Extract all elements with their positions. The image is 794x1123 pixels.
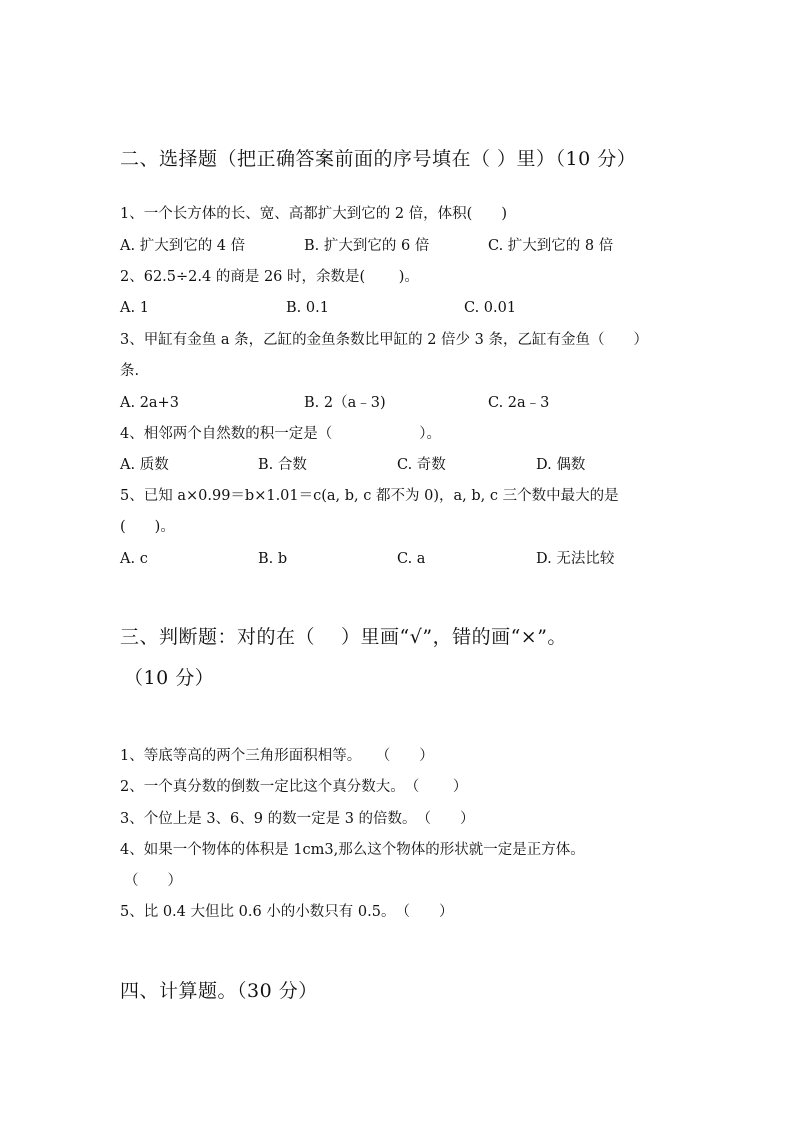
- judge-item-4: 4、如果一个物体的体积是 1cm3,那么这个物体的形状就一定是正方体。: [120, 842, 585, 858]
- option-c: C. 0.01: [464, 300, 517, 316]
- option-d: D. 偶数: [536, 457, 586, 473]
- question-2-5-options: [120, 552, 640, 567]
- question-2-2-options: [120, 301, 640, 316]
- option-c: C. 奇数: [397, 457, 446, 473]
- option-d: D. 无法比较: [536, 551, 615, 567]
- section-3-heading: 三、判断题：对的在（ ）里画“√”，错的画“×”。: [120, 626, 567, 648]
- option-c: C. a: [397, 551, 426, 567]
- section-2-heading: 二、选择题（把正确答案前面的序号填在（ ）里）（10 分）: [120, 148, 637, 170]
- judge-item-3: 3、个位上是 3、6、9 的数一定是 3 的倍数。 （ ）: [120, 811, 475, 827]
- option-b: B. 0.1: [286, 300, 329, 316]
- question-2-5: 5、已知 a×0.99＝b×1.01＝c(a, b, c 都不为 0)，a, b, c 三个数中最大的是: [120, 488, 619, 504]
- option-c: C. 2a﹣3: [488, 395, 550, 411]
- option-a: A. 扩大到它的 4 倍: [120, 238, 246, 254]
- question-2-1: 1、一个长方体的长、宽、高都扩大到它的 2 倍，体积( ): [120, 206, 507, 222]
- question-2-5-cont: ( )。: [120, 519, 175, 535]
- judge-item-5: 5、比 0.4 大但比 0.6 小的小数只有 0.5。 （ ）: [120, 904, 454, 920]
- question-2-3: 3、甲缸有金鱼 a 条，乙缸的金鱼条数比甲缸的 2 倍少 3 条，乙缸有金鱼（ ）: [120, 332, 648, 348]
- section-4-heading: 四、计算题。（30 分）: [120, 980, 318, 1002]
- option-b: B. 2（a﹣3): [304, 395, 386, 411]
- question-2-4: 4、相邻两个自然数的积一定是（ ）。: [120, 426, 441, 442]
- option-a: A. 1: [120, 300, 149, 316]
- judge-item-1: 1、等底等高的两个三角形面积相等。 （ ）: [120, 748, 434, 764]
- option-b: B. 合数: [258, 457, 307, 473]
- question-2-2: 2、62.5÷2.4 的商是 26 时，余数是( )。: [120, 269, 419, 285]
- option-b: B. b: [258, 551, 288, 567]
- judge-item-4-blank: （ ）: [124, 873, 182, 889]
- judge-item-2: 2、一个真分数的倒数一定比这个真分数大。 （ ）: [120, 779, 468, 795]
- section-3-heading-cont: （10 分）: [124, 667, 215, 689]
- option-a: A. 2a+3: [120, 395, 179, 411]
- option-b: B. 扩大到它的 6 倍: [304, 238, 430, 254]
- option-a: A. c: [120, 551, 148, 567]
- option-c: C. 扩大到它的 8 倍: [488, 238, 614, 254]
- question-2-3-cont: 条.: [120, 363, 140, 379]
- question-2-1-options: [120, 239, 640, 254]
- question-2-3-options: [120, 396, 640, 411]
- question-2-4-options: [120, 458, 640, 473]
- option-a: A. 质数: [120, 457, 169, 473]
